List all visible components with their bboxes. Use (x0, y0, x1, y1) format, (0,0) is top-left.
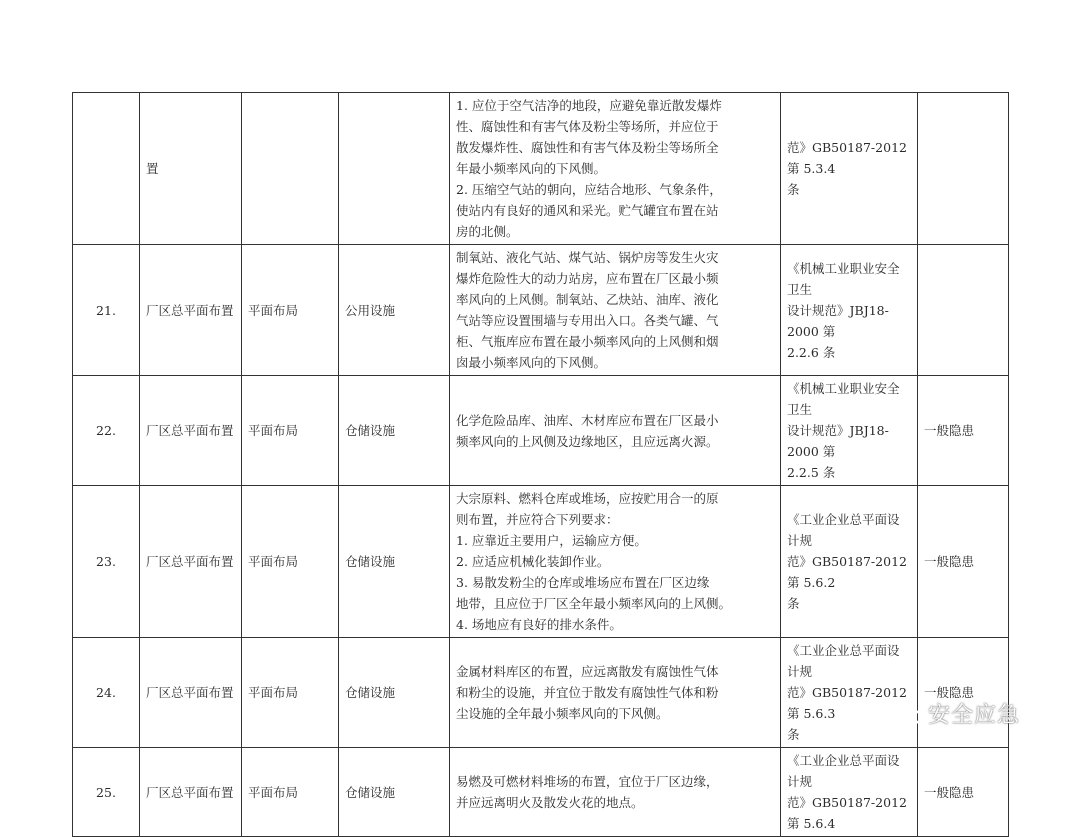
content-cell (450, 748, 781, 837)
content-cell-line: 易燃及可燃材料堆场的布置，宜位于厂区边缘， (456, 774, 719, 789)
area-cell: 厂区总平面布置 (140, 376, 242, 486)
row-number (73, 93, 140, 245)
content-cell-line: 1. 应靠近主要用户，运输应方便。 (456, 533, 647, 548)
hazard-standard-table (72, 92, 1009, 837)
area-cell: 厂区总平面布置 (140, 638, 242, 748)
content-cell-line: 尘设施的全年最小频率风向的下风侧。 (456, 706, 669, 721)
basis-cell-line: 设计规范》JBJ18-2000 第 (787, 302, 889, 339)
table-row (73, 486, 1009, 638)
area-cell: 置 (140, 93, 242, 245)
subcategory-cell: 仓储设施 (339, 376, 450, 486)
content-cell (450, 93, 781, 245)
content-cell-line: 散发爆炸性、腐蚀性和有害气体及粉尘等场所全 (456, 140, 719, 155)
category-cell: 平面布局 (242, 245, 339, 376)
content-cell-line: 4. 场地应有良好的排水条件。 (456, 617, 622, 632)
area-cell: 厂区总平面布置 (140, 486, 242, 638)
subcategory-cell (339, 93, 450, 245)
table-row (73, 638, 1009, 748)
wechat-icon (888, 700, 922, 728)
content-cell-line: 频率风向的上风侧及边缘地区，且应远离火源。 (456, 433, 719, 449)
basis-cell (781, 245, 918, 376)
content-cell-line: 1. 应位于空气洁净的地段，应避免靠近散发爆炸 (456, 98, 722, 113)
basis-cell-line: 条 (787, 596, 800, 611)
content-cell-line: 年最小频率风向的下风侧。 (456, 161, 607, 176)
hazard-level-cell: 一般隐患 (918, 638, 1009, 748)
watermark-text: 安全应急 (928, 703, 1021, 728)
content-cell-line: 并应远离明火及散发火花的地点。 (456, 795, 644, 810)
basis-cell-line: 条 (787, 182, 800, 197)
basis-cell-line: 范》GB50187-2012 第 5.3.4 (787, 140, 907, 176)
subcategory-cell: 仓储设施 (339, 638, 450, 748)
watermark (888, 698, 1020, 729)
content-cell-line: 地带，且应位于厂区全年最小频率风向的上风侧。 (456, 596, 732, 611)
basis-cell-line: 设计规范》JBJ18-2000 第 (787, 423, 889, 459)
row-number: 24. (73, 638, 140, 748)
basis-cell-line: 2.2.5 条 (787, 465, 836, 480)
table-row (73, 245, 1009, 376)
content-cell-line: 房的北侧。 (456, 224, 519, 239)
table-row (73, 376, 1009, 486)
basis-cell-line: 《机械工业职业安全卫生 (787, 381, 900, 417)
basis-cell-line: 《工业企业总平面设计规 (787, 512, 900, 548)
area-cell: 厂区总平面布置 (140, 245, 242, 376)
row-number: 25. (73, 748, 140, 837)
content-cell-line: 大宗原料、燃料仓库或堆场，应按贮用合一的原 (456, 491, 719, 506)
basis-cell-line: 范》GB50187-2012 第 5.6.3 (787, 685, 907, 721)
category-cell: 平面布局 (242, 748, 339, 837)
content-cell-line: 爆炸危险性大的动力站房，应布置在厂区最小频 (456, 271, 719, 286)
content-cell-line: 性、腐蚀性和有害气体及粉尘等场所，并应位于 (456, 119, 719, 134)
basis-cell-line: 范》GB50187-2012 第 5.6.2 (787, 554, 907, 590)
basis-cell (781, 376, 918, 486)
content-cell-line: 3. 易散发粉尘的仓库或堆场应布置在厂区边缘 (456, 575, 710, 590)
table-row (73, 93, 1009, 245)
basis-cell-line: 《工业企业总平面设计规 (787, 643, 900, 679)
basis-cell (781, 486, 918, 638)
content-cell-line: 2. 应适应机械化装卸作业。 (456, 554, 610, 569)
category-cell: 平面布局 (242, 486, 339, 638)
content-cell (450, 245, 781, 376)
content-cell-line: 柜、气瓶库应布置在最小频率风向的上风侧和烟 (456, 334, 719, 349)
table-row (73, 748, 1009, 837)
area-cell: 厂区总平面布置 (140, 748, 242, 837)
row-number: 21. (73, 245, 140, 376)
category-cell: 平面布局 (242, 638, 339, 748)
hazard-level-cell: 一般隐患 (918, 486, 1009, 638)
subcategory-cell: 仓储设施 (339, 486, 450, 638)
hazard-level-cell: 一般隐患 (918, 376, 1009, 486)
basis-cell (781, 93, 918, 245)
content-cell-line: 气站等应设置围墙与专用出入口。各类气罐、气 (456, 313, 719, 328)
content-cell-line: 2. 压缩空气站的朝向，应结合地形、气象条件， (456, 182, 722, 197)
basis-cell-line: 条 (787, 727, 800, 742)
content-cell-line: 和粉尘的设施，并宜位于散发有腐蚀性气体和粉 (456, 685, 719, 700)
row-number: 22. (73, 376, 140, 486)
content-cell (450, 486, 781, 638)
category-cell (242, 93, 339, 245)
hazard-level-cell: 一般隐患 (918, 748, 1009, 837)
basis-cell-line: 《机械工业职业安全卫生 (787, 260, 900, 297)
content-cell-line: 使站内有良好的通风和采光。贮气罐宜布置在站 (456, 203, 719, 218)
category-cell: 平面布局 (242, 376, 339, 486)
basis-cell-line: 范》GB50187-2012 第 5.6.4 (787, 795, 907, 831)
content-cell (450, 376, 781, 486)
basis-cell-line: 《工业企业总平面设计规 (787, 753, 900, 789)
subcategory-cell: 仓储设施 (339, 748, 450, 837)
row-number: 23. (73, 486, 140, 638)
table-body (73, 93, 1009, 837)
hazard-level-cell (918, 245, 1009, 376)
basis-cell (781, 638, 918, 748)
hazard-level-cell (918, 93, 1009, 245)
subcategory-cell: 公用设施 (339, 245, 450, 376)
content-cell-line: 则布置，并应符合下列要求： (456, 512, 619, 527)
content-cell-line: 金属材料库区的布置，应远离散发有腐蚀性气体 (456, 664, 719, 679)
content-cell-line: 制氧站、液化气站、煤气站、锅炉房等发生火灾 (456, 250, 719, 265)
basis-cell (781, 748, 918, 837)
content-cell-line: 率风向的上风侧。制氧站、乙炔站、油库、液化 (456, 292, 719, 307)
basis-cell-line: 2.2.6 条 (787, 344, 836, 360)
content-cell (450, 638, 781, 748)
content-cell-line: 囱最小频率风向的下风侧。 (456, 355, 607, 370)
content-cell-line: 化学危险品库、油库、木材库应布置在厂区最小 (456, 412, 719, 428)
